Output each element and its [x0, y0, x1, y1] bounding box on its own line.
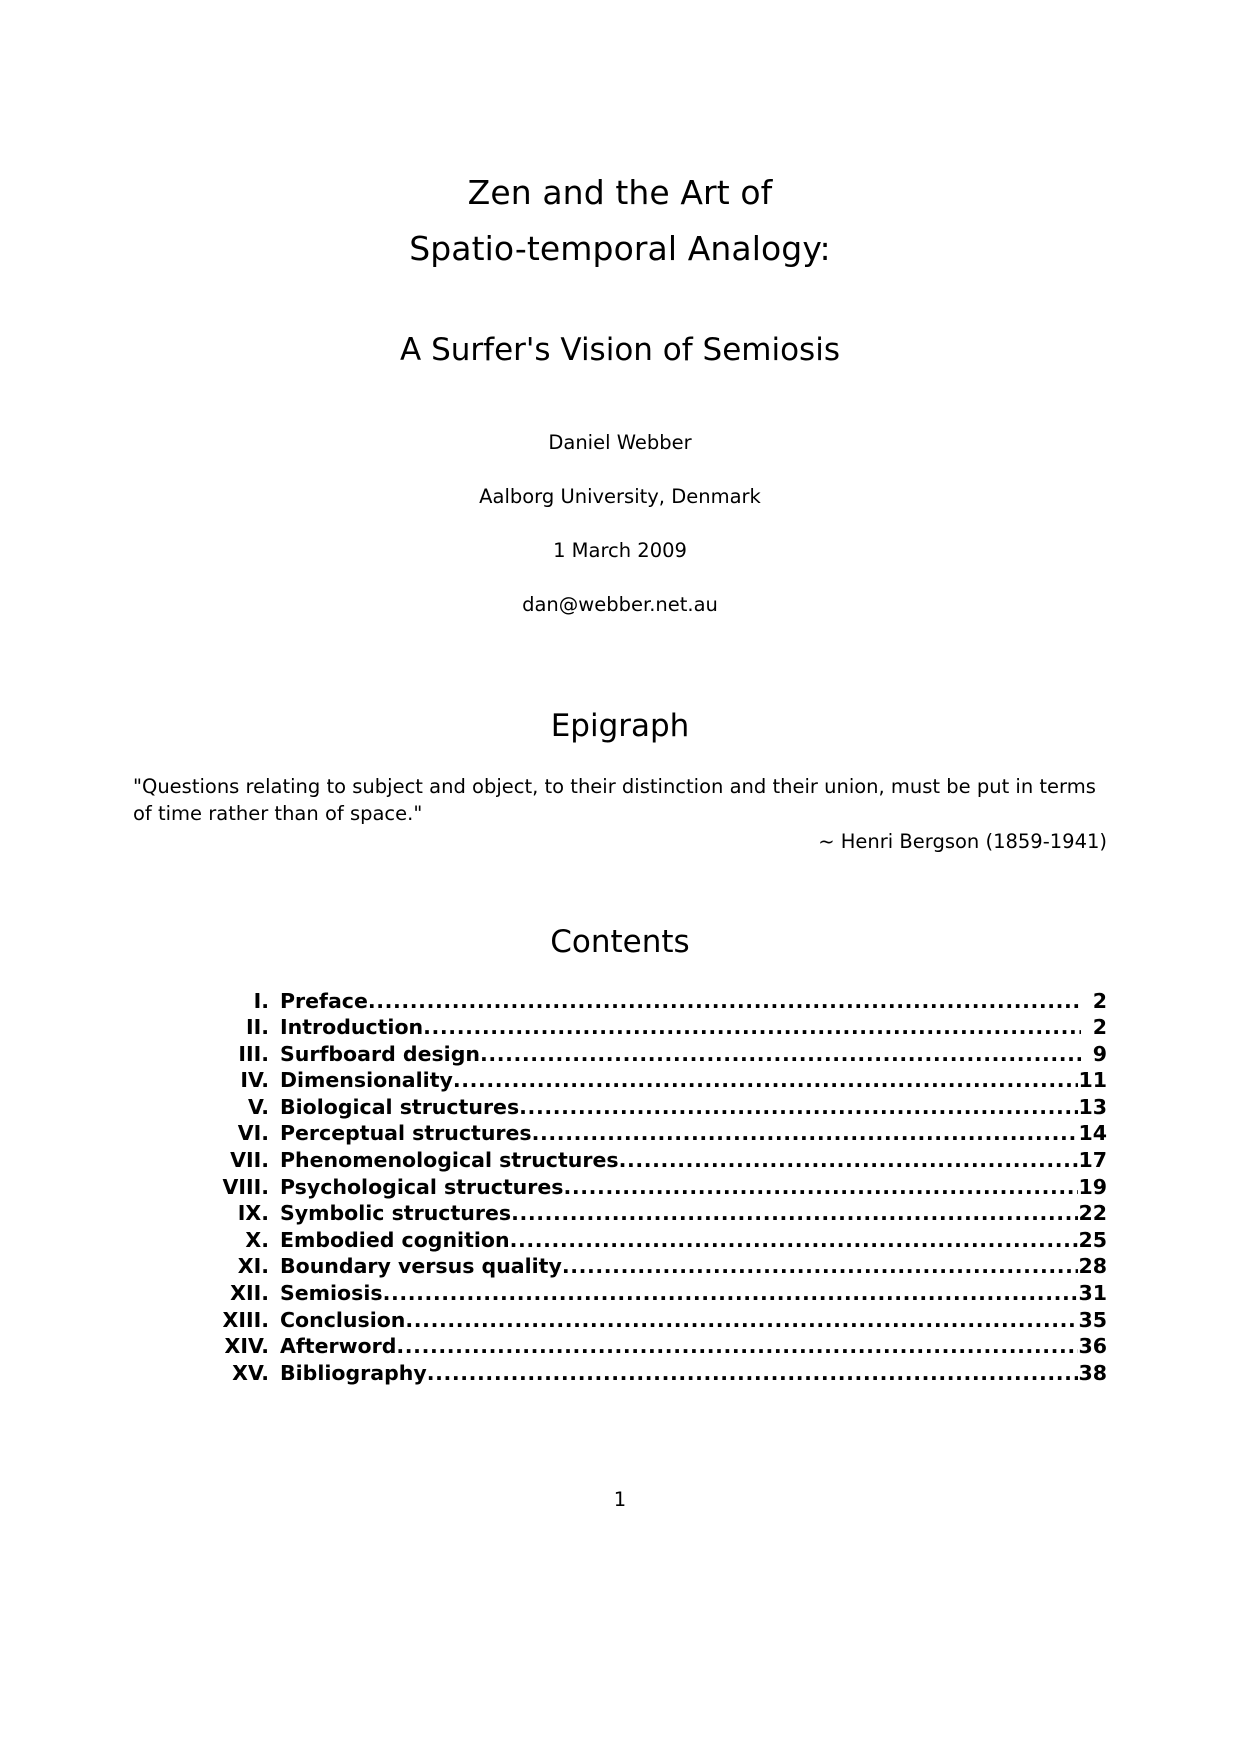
toc-entry-label[interactable]: Semiosis [280, 1281, 383, 1306]
toc-entry[interactable] [185, 1174, 1107, 1201]
document-subtitle: A Surfer's Vision of Semiosis [400, 332, 840, 368]
epigraph-attribution: ~ Henri Bergson (1859-1941) [818, 830, 1107, 853]
toc-entry[interactable] [185, 1041, 1107, 1068]
toc-entry-page-number: 31 [1078, 1281, 1107, 1306]
toc-dot-leader [405, 1307, 1078, 1334]
page-content [133, 0, 1107, 1386]
footer-page-number: 1 [613, 1488, 627, 1511]
toc-entry-page-number: 2 [1092, 1015, 1107, 1040]
toc-entry-label[interactable]: Surfboard design [280, 1041, 480, 1066]
toc-entry-label[interactable]: Psychological structures [280, 1174, 564, 1199]
toc-dot-leader [427, 1360, 1079, 1387]
toc-entry[interactable] [185, 1333, 1107, 1360]
toc-entry-label[interactable]: Embodied cognition [280, 1227, 510, 1252]
toc-entry[interactable] [185, 1280, 1107, 1307]
toc-entry-page-number: 35 [1078, 1307, 1107, 1332]
toc-entry-label[interactable]: Afterword [280, 1334, 397, 1359]
epigraph-section [133, 706, 1107, 856]
toc-entry[interactable] [185, 1200, 1107, 1227]
toc-entry[interactable] [185, 1120, 1107, 1147]
toc-dot-leader [511, 1200, 1078, 1227]
toc-entry-numeral: IV. [240, 1068, 269, 1093]
author-meta-block [133, 416, 1107, 632]
toc-entry-page-number: 38 [1078, 1360, 1107, 1385]
toc-entry-label[interactable]: Dimensionality [280, 1068, 453, 1093]
toc-entry-page-number: 28 [1078, 1254, 1107, 1279]
toc-dot-leader [368, 988, 1081, 1015]
toc-entry-numeral: V. [247, 1094, 269, 1119]
toc-entry-numeral: XIV. [224, 1334, 269, 1359]
toc-entry[interactable] [185, 1227, 1107, 1254]
page-footer [0, 1488, 1240, 1511]
toc-dot-leader [383, 1280, 1079, 1307]
toc-entry-numeral: I. [253, 988, 269, 1013]
author-email: dan@webber.net.au [522, 593, 718, 616]
toc-entry-numeral: IX. [237, 1201, 269, 1226]
toc-entry-label[interactable]: Phenomenological structures [280, 1148, 619, 1173]
author-name: Daniel Webber [548, 431, 692, 454]
toc-dot-leader [396, 1333, 1078, 1360]
toc-entry-label[interactable]: Boundary versus quality [280, 1254, 562, 1279]
document-title-line-1: Zen and the Art of [467, 173, 773, 212]
toc-entry[interactable] [185, 1360, 1107, 1387]
toc-entry-label[interactable]: Bibliography [280, 1360, 427, 1385]
toc-entry-label[interactable]: Introduction [280, 1015, 424, 1040]
toc-entry-numeral: II. [245, 1015, 269, 1040]
toc-entry[interactable] [185, 1014, 1107, 1041]
toc-entry-numeral: XIII. [222, 1307, 269, 1332]
toc-dot-leader [564, 1174, 1079, 1201]
toc-entry-page-number: 19 [1078, 1174, 1107, 1199]
author-affiliation: Aalborg University, Denmark [479, 485, 761, 508]
toc-entry-label[interactable]: Biological structures [280, 1094, 520, 1119]
toc-entry[interactable] [185, 1253, 1107, 1280]
toc-entry[interactable] [185, 988, 1107, 1015]
document-date: 1 March 2009 [553, 539, 687, 562]
toc-entry-numeral: XII. [230, 1281, 269, 1306]
toc-entry-numeral: VII. [230, 1148, 269, 1173]
toc-entry-page-number: 17 [1078, 1148, 1107, 1173]
toc-entry-numeral: VI. [237, 1121, 269, 1146]
toc-entry-page-number: 14 [1078, 1121, 1107, 1146]
toc-entry[interactable] [185, 1094, 1107, 1121]
toc-entry-page-number: 22 [1078, 1201, 1107, 1226]
toc-entry-page-number: 25 [1078, 1227, 1107, 1252]
toc-entry-page-number: 13 [1078, 1094, 1107, 1119]
title-block [133, 0, 1107, 376]
toc-entry[interactable] [185, 1147, 1107, 1174]
toc-entry-numeral: XI. [237, 1254, 269, 1279]
contents-section [133, 922, 1107, 1387]
toc-entry[interactable] [185, 1307, 1107, 1334]
document-title-line-2: Spatio-temporal Analogy: [409, 229, 831, 268]
toc-dot-leader [532, 1120, 1079, 1147]
toc-entry-numeral: XV. [232, 1360, 269, 1385]
toc-dot-leader [453, 1067, 1079, 1094]
table-of-contents [133, 988, 1107, 1387]
toc-entry-label[interactable]: Symbolic structures [280, 1201, 512, 1226]
toc-entry-numeral: III. [238, 1041, 269, 1066]
contents-heading: Contents [550, 923, 690, 960]
toc-entry-label[interactable]: Preface [280, 988, 368, 1013]
epigraph-heading: Epigraph [550, 708, 690, 744]
toc-entry-page-number: 2 [1092, 988, 1107, 1013]
toc-dot-leader [519, 1094, 1078, 1121]
toc-dot-leader [619, 1147, 1079, 1174]
toc-dot-leader [423, 1014, 1081, 1041]
toc-entry-numeral: X. [245, 1227, 269, 1252]
toc-dot-leader [562, 1253, 1079, 1280]
toc-dot-leader [510, 1227, 1079, 1254]
toc-entry-label[interactable]: Perceptual structures [280, 1121, 532, 1146]
toc-dot-leader [480, 1041, 1081, 1068]
epigraph-quote: "Questions relating to subject and object, to their distinction and their union, must be put in terms of time rather than of space." [133, 775, 1096, 825]
toc-entry-page-number: 11 [1078, 1068, 1107, 1093]
toc-entry[interactable] [185, 1067, 1107, 1094]
title-spacer [133, 277, 1107, 324]
toc-entry-page-number: 9 [1092, 1041, 1107, 1066]
toc-entry-page-number: 36 [1078, 1334, 1107, 1359]
toc-entry-numeral: VIII. [222, 1174, 269, 1199]
toc-entry-label[interactable]: Conclusion [280, 1307, 406, 1332]
